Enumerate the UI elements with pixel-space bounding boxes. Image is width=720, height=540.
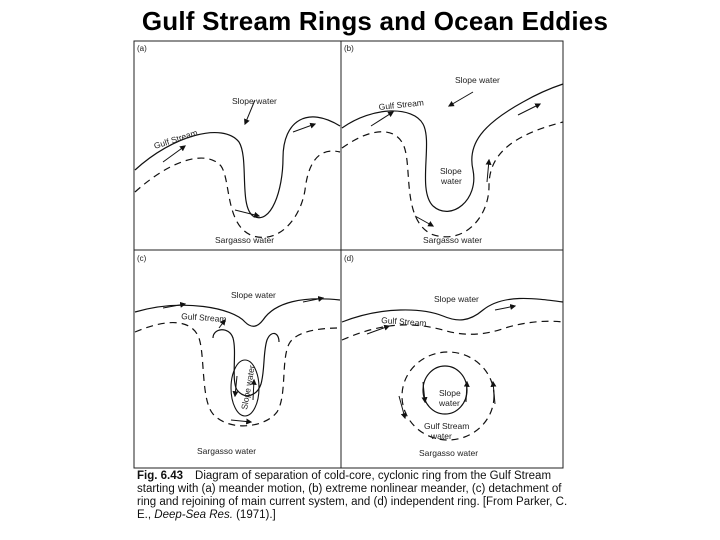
gulf-stream-diagram (133, 40, 565, 470)
panel-d-frame (341, 250, 563, 468)
panel-c-ring-inner-label: Slope water (239, 364, 257, 411)
panel-d-label: (d) (344, 254, 354, 263)
panel-b-sargasso-water-label: Sargasso water (423, 235, 483, 245)
caption-text-2: (1971).] (236, 509, 276, 521)
panel-d-slope-inner-1: Slope (439, 388, 461, 398)
panel-b-gulf-stream-label: Gulf Stream (378, 97, 425, 112)
panel-d-slope-water-label: Slope water (434, 294, 479, 304)
slide-title: Gulf Stream Rings and Ocean Eddies (141, 6, 609, 36)
panel-d-gs-water-1: Gulf Stream (424, 421, 470, 431)
panel-a (135, 96, 340, 245)
panel-b-slope-water-label: Slope water (455, 75, 500, 85)
panel-b-slope-inner-1: Slope (440, 166, 462, 176)
panel-d-gulf-stream-label: Gulf Stream (380, 315, 427, 329)
figure (133, 40, 565, 470)
panel-b (342, 75, 563, 245)
panel-c-sargasso-water-label: Sargasso water (197, 446, 257, 456)
panel-c (135, 290, 340, 456)
caption-figure-number: Fig. 6.43 (137, 470, 184, 482)
panel-b-slope-inner-2: water (441, 176, 462, 186)
panel-d-sargasso-water-label: Sargasso water (419, 448, 479, 458)
panel-c-frame (134, 250, 341, 468)
panel-c-gulf-stream-label: Gulf Stream (180, 311, 227, 325)
caption-text-1: Diagram of separation of cold-core, cyclonic ring from the Gulf Stream starting with (a) meander motion, (b) extreme nonlinear meander, (c) detachment of ring and rejoining of main current system, and (d) independent ring. [From Parker, C. E., (137, 470, 568, 521)
panel-a-gulf-stream-label: Gulf Stream (152, 127, 199, 151)
panel-d-slope-inner-2: water (439, 398, 460, 408)
panel-d (342, 294, 563, 458)
panel-b-frame (341, 41, 563, 250)
panel-a-sargasso-water-label: Sargasso water (215, 235, 275, 245)
panel-c-label: (c) (137, 254, 147, 263)
figure-caption (137, 470, 569, 522)
panel-b-label: (b) (344, 44, 354, 53)
caption-journal: Deep-Sea Res. (154, 509, 233, 521)
panel-a-label: (a) (137, 44, 147, 53)
panel-d-gs-water-2: water (431, 431, 452, 441)
panel-a-slope-water-label: Slope water (232, 96, 277, 106)
panel-c-slope-water-label: Slope water (231, 290, 276, 300)
